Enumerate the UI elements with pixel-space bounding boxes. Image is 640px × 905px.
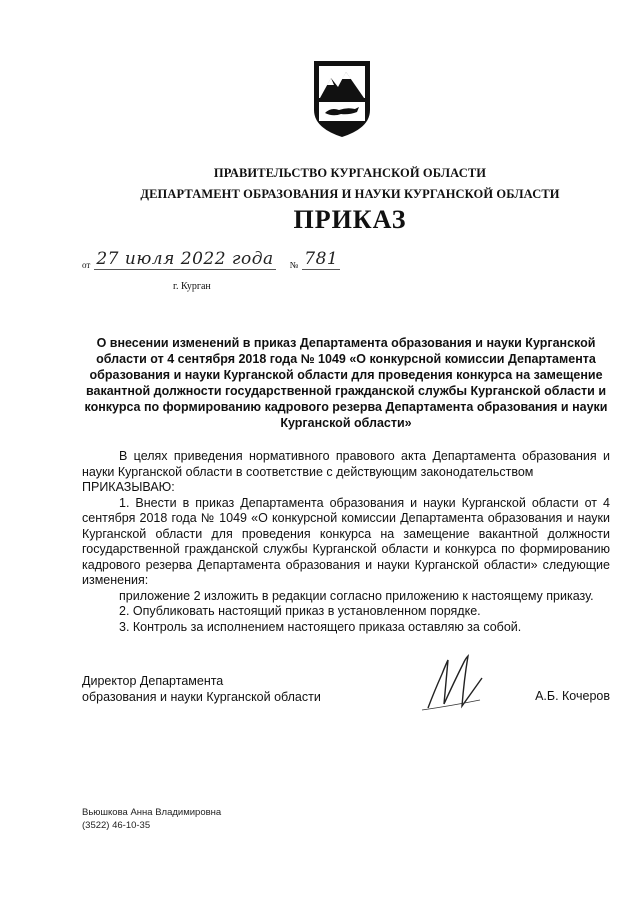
from-label: от: [82, 260, 91, 270]
coat-of-arms-emblem: [311, 58, 373, 140]
signatory-name: А.Б. Кочеров: [535, 689, 610, 703]
date-number-row: [82, 249, 340, 275]
handwritten-number: 781: [304, 249, 339, 269]
executor-name: Вьюшкова Анна Владимировна: [82, 807, 222, 818]
order-item-2: 2. Опубликовать настоящий приказ в установленном порядке.: [119, 604, 481, 618]
position-line-1: Директор Департамента: [82, 674, 224, 688]
handwritten-date: 27 июля 2022 года: [96, 249, 274, 269]
document-subject: О внесении изменений в приказ Департамента образования и науки Курганской области от 4 сентября 2018 года № 1049 «О конкурсной комиссии Департамента образования и науки Курганской области для проведения конкурса на замещение вакантной должности государственной гражданской службы Курганской области и конкурса по формированию кадрового резерва Департамента образования и науки Курганской области»: [84, 336, 608, 430]
position-line-2: образования и науки Курганской области: [82, 690, 321, 704]
preamble-paragraph: В целях приведения нормативного правового акта Департамента образования и науки Курганской области в соответствие с действующим законодательством: [82, 449, 610, 479]
number-label: №: [289, 260, 299, 270]
department-title: ДЕПАРТАМЕНТ ОБРАЗОВАНИЯ И НАУКИ КУРГАНСКОЙ ОБЛАСТИ: [140, 187, 560, 201]
handwritten-signature: [420, 652, 500, 714]
government-title: ПРАВИТЕЛЬСТВО КУРГАНСКОЙ ОБЛАСТИ: [213, 166, 487, 180]
document-body: [82, 449, 610, 635]
order-item-3: 3. Контроль за исполнением настоящего приказа оставляю за собой.: [119, 619, 522, 634]
executor-footer: [82, 806, 221, 832]
executor-phone: (3522) 46-10-35: [82, 820, 151, 831]
signatory-position: [82, 673, 352, 705]
order-item-1-sub: приложение 2 изложить в редакции согласно приложению к настоящему приказу.: [119, 588, 594, 603]
document-type-title: ПРИКАЗ: [293, 205, 407, 234]
order-item-1: 1. Внести в приказ Департамента образования и науки Курганской области от 4 сентября 2018 года № 1049 «О конкурсной комиссии Департамента образования и науки Курганской области для проведения конкурса на замещение вакантной должности государственной гражданской службы Курганской области и конкурса по формированию кадрового резерва Департамента образования и науки Курганской области» следующие изменения:: [82, 495, 610, 587]
order-word: ПРИКАЗЫВАЮ:: [82, 480, 175, 494]
city-label: г. Курган: [173, 281, 211, 292]
